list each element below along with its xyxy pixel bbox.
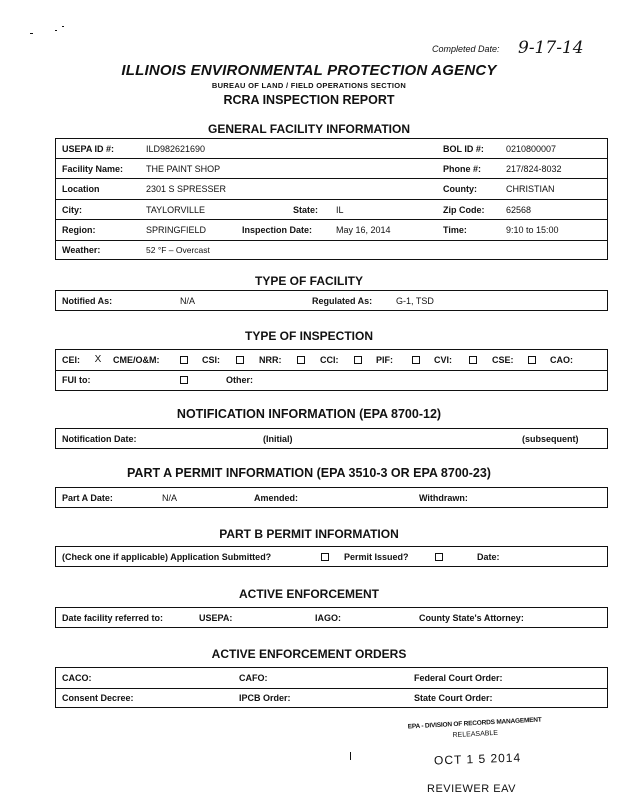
notification-date-label: Notification Date: — [62, 434, 137, 444]
usepa-id-label: USEPA ID #: — [62, 144, 115, 154]
part-b-date-label: Date: — [477, 552, 500, 562]
cme-label: CME/O&M: — [113, 355, 160, 365]
csi-checkbox[interactable] — [236, 356, 244, 364]
nrr-checkbox[interactable] — [297, 356, 305, 364]
cse-checkbox[interactable] — [528, 356, 536, 364]
scan-speck — [62, 26, 64, 27]
facility-name-label: Facility Name: — [62, 164, 124, 174]
region-value: SPRINGFIELD — [146, 225, 207, 235]
notified-value: N/A — [180, 296, 196, 306]
general-section-title: GENERAL FACILITY INFORMATION — [207, 122, 410, 136]
notification-box — [55, 428, 608, 449]
cei-label: CEI: — [62, 355, 80, 365]
consent-decree-label: Consent Decree: — [62, 693, 134, 703]
cei-checkbox[interactable]: X — [94, 354, 102, 365]
cvi-checkbox[interactable] — [469, 356, 477, 364]
initial-label: (Initial) — [263, 434, 293, 444]
completed-date-value: 9-17-14 — [518, 38, 584, 58]
completed-date — [432, 44, 500, 54]
phone-value: 217/824-8032 — [506, 164, 562, 174]
cafo-label: CAFO: — [239, 673, 268, 683]
county-attorney-label: County State's Attorney: — [419, 613, 524, 623]
part-a-title: PART A PERMIT INFORMATION (EPA 3510-3 OR EPA 8700-23) — [127, 466, 491, 480]
cci-checkbox[interactable] — [354, 356, 362, 364]
application-submitted-label: (Check one if applicable) Application Submitted? — [62, 552, 272, 562]
regulated-value: G-1, TSD — [396, 296, 434, 306]
completed-date-label: Completed Date: — [432, 44, 500, 54]
zip-label: Zip Code: — [443, 205, 485, 215]
subsequent-label: (subsequent) — [522, 434, 579, 444]
facility-name-value: THE PAINT SHOP — [146, 164, 221, 174]
time-label: Time: — [443, 225, 467, 235]
inspection-type-title: TYPE OF INSPECTION — [244, 329, 373, 343]
iago-label: IAGO: — [315, 613, 341, 623]
weather-value: 52 °F – Overcast — [146, 245, 210, 255]
bol-id-value: 0210800007 — [506, 144, 557, 154]
county-value: CHRISTIAN — [506, 184, 555, 194]
cse-label: CSE: — [492, 355, 514, 365]
date-referred-label: Date facility referred to: — [62, 613, 164, 623]
inspection-date-label: Inspection Date: — [242, 225, 313, 235]
fui-label: FUI to: — [62, 375, 91, 385]
stamp-line-2: RELEASABLE — [452, 729, 499, 740]
stamp-date: OCT 1 5 2014 — [433, 750, 522, 768]
usepa-id-value: ILD982621690 — [146, 144, 206, 154]
inspection-type-box — [55, 349, 608, 391]
releasable-stamp — [400, 716, 551, 742]
caco-label: CACO: — [62, 673, 92, 683]
state-court-label: State Court Order: — [414, 693, 493, 703]
pif-label: PIF: — [376, 355, 393, 365]
stamp-line-1: EPA - DIVISION OF RECORDS MANAGEMENT — [407, 716, 542, 731]
part-b-box — [55, 546, 608, 567]
permit-issued-checkbox[interactable] — [435, 553, 443, 561]
part-a-box — [55, 487, 608, 508]
part-a-date-label: Part A Date: — [62, 493, 113, 503]
location-label: Location — [62, 184, 100, 194]
bol-id-label: BOL ID #: — [443, 144, 484, 154]
orders-title: ACTIVE ENFORCEMENT ORDERS — [211, 647, 407, 661]
state-value: IL — [336, 205, 344, 215]
part-b-title: PART B PERMIT INFORMATION — [219, 527, 399, 541]
usepa-label: USEPA: — [199, 613, 233, 623]
cci-label: CCI: — [320, 355, 339, 365]
regulated-label: Regulated As: — [312, 296, 373, 306]
ipcb-order-label: IPCB Order: — [239, 693, 291, 703]
cvi-label: CVI: — [434, 355, 452, 365]
zip-value: 62568 — [506, 205, 532, 215]
other-label: Other: — [226, 375, 253, 385]
weather-label: Weather: — [62, 245, 101, 255]
notified-label: Notified As: — [62, 296, 113, 306]
county-label: County: — [443, 184, 477, 194]
report-title: RCRA INSPECTION REPORT — [223, 93, 395, 107]
state-label: State: — [293, 205, 319, 215]
phone-label: Phone #: — [443, 164, 482, 174]
application-submitted-checkbox[interactable] — [321, 553, 329, 561]
stamp-tick — [350, 752, 351, 760]
withdrawn-label: Withdrawn: — [419, 493, 468, 503]
location-value: 2301 S SPRESSER — [146, 184, 227, 194]
city-value: TAYLORVILLE — [146, 205, 206, 215]
inspection-date-value: May 16, 2014 — [336, 225, 391, 235]
orders-box — [55, 667, 608, 708]
facility-type-title: TYPE OF FACILITY — [254, 274, 363, 288]
pif-checkbox[interactable] — [412, 356, 420, 364]
region-label: Region: — [62, 225, 96, 235]
fui-checkbox[interactable] — [180, 376, 188, 384]
bureau-subtitle: BUREAU OF LAND / FIELD OPERATIONS SECTION — [211, 81, 407, 90]
enforcement-box — [55, 607, 608, 628]
cme-checkbox[interactable] — [180, 356, 188, 364]
reviewer: REVIEWER EAV — [427, 783, 516, 795]
scan-speck — [55, 30, 57, 31]
part-a-date-value: N/A — [162, 493, 178, 503]
facility-type-box — [55, 290, 608, 311]
notification-title: NOTIFICATION INFORMATION (EPA 8700-12) — [176, 407, 442, 421]
cao-label: CAO: — [550, 355, 573, 365]
nrr-label: NRR: — [259, 355, 282, 365]
federal-court-label: Federal Court Order: — [414, 673, 503, 683]
scan-speck — [30, 33, 33, 34]
general-info-box — [55, 138, 608, 260]
time-value: 9:10 to 15:00 — [506, 225, 559, 235]
enforcement-title: ACTIVE ENFORCEMENT — [238, 587, 379, 601]
amended-label: Amended: — [254, 493, 299, 503]
permit-issued-label: Permit Issued? — [344, 552, 409, 562]
csi-label: CSI: — [202, 355, 220, 365]
city-label: City: — [62, 205, 82, 215]
agency-title: ILLINOIS ENVIRONMENTAL PROTECTION AGENCY — [121, 62, 497, 79]
